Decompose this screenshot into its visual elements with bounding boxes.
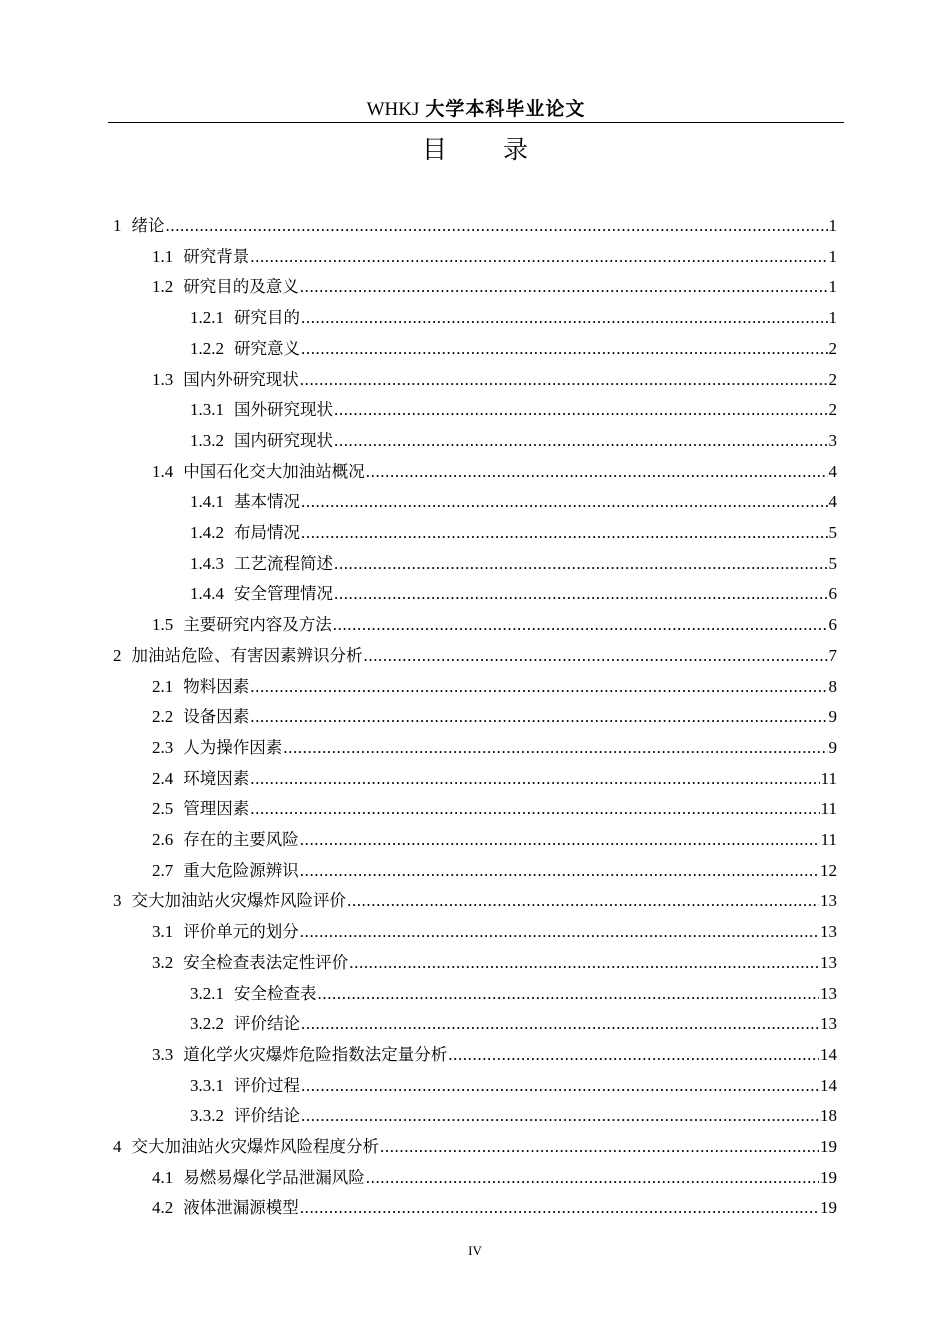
toc-leader-dots — [250, 794, 819, 824]
toc-leader-dots — [250, 242, 827, 272]
toc-entry-page: 8 — [828, 676, 837, 696]
toc-entry-text: 评价过程 — [234, 1075, 300, 1095]
toc-entry-text: 布局情况 — [234, 523, 300, 542]
toc-leader-dots — [301, 487, 828, 517]
toc-entry-page: 2 — [828, 338, 837, 358]
toc-entry[interactable] — [190, 1101, 837, 1131]
toc-entry-text: 存在的主要风险 — [183, 830, 299, 849]
toc-entry-number: 1 — [113, 216, 122, 235]
toc-entry-text: 绪论 — [131, 216, 165, 235]
toc-entry-page: 4 — [828, 492, 837, 512]
toc-entry-page: 1 — [828, 216, 837, 235]
toc-entry-number: 2.2 — [152, 707, 174, 727]
toc-leader-dots — [300, 825, 820, 855]
toc-leader-dots — [334, 426, 828, 456]
toc-leader-dots — [301, 518, 828, 548]
toc-entry-number: 1.2.1 — [190, 308, 224, 328]
toc-leader-dots — [166, 211, 828, 241]
toc-entry[interactable] — [190, 518, 837, 548]
toc-entry-number: 2 — [113, 645, 122, 665]
toc-entry-text: 液体泄漏源模型 — [183, 1198, 299, 1218]
toc-leader-dots — [366, 457, 828, 487]
toc-entry[interactable] — [113, 211, 837, 241]
toc-entry-page: 1 — [828, 277, 837, 297]
toc-entry-text: 安全管理情况 — [234, 584, 333, 604]
toc-entry[interactable] — [152, 1193, 837, 1223]
toc-entry-page: 13 — [820, 1014, 837, 1034]
toc-entry[interactable] — [152, 457, 837, 487]
toc-entry-text: 主要研究内容及方法 — [183, 615, 332, 635]
toc-entry-number: 1.2.2 — [190, 338, 224, 358]
toc-entry-text: 国外研究现状 — [234, 400, 333, 420]
toc-entry[interactable] — [190, 1071, 837, 1101]
toc-leader-dots — [349, 948, 819, 978]
toc-leader-dots — [300, 1193, 819, 1223]
toc-leader-dots — [318, 979, 820, 1009]
toc-entry-text: 道化学火灾爆炸危险指数法定量分析 — [183, 1044, 448, 1064]
toc-entry[interactable] — [190, 549, 837, 579]
toc-entry-text: 易燃易爆化学品泄漏风险 — [183, 1167, 365, 1187]
toc-entry-number: 2.3 — [152, 737, 174, 757]
toc-entry-number: 3.3 — [152, 1044, 174, 1064]
toc-entry[interactable] — [152, 764, 837, 794]
toc-entry-text: 工艺流程简述 — [234, 553, 333, 573]
toc-entry-page: 9 — [828, 707, 837, 727]
toc-leader-dots — [334, 549, 828, 579]
toc-entry-page: 3 — [828, 430, 837, 450]
toc-entry-page: 13 — [820, 952, 837, 972]
toc-entry-page: 2 — [828, 400, 837, 420]
toc-entry-text: 交大加油站火灾爆炸风险程度分析 — [131, 1137, 379, 1156]
toc-leader-dots — [364, 641, 828, 671]
toc-title: 目 录 — [422, 135, 552, 164]
toc-leader-dots — [333, 610, 828, 640]
toc-entry-page: 11 — [820, 768, 837, 788]
toc-entry-page: 19 — [820, 1137, 837, 1156]
toc-entry-text: 人为操作因素 — [183, 737, 283, 757]
toc-entry-text: 研究目的及意义 — [183, 277, 299, 297]
toc-entry-page: 13 — [820, 891, 837, 911]
toc-leader-dots — [448, 1040, 819, 1070]
toc-entry-number: 3.3.2 — [190, 1106, 224, 1126]
toc-entry-page: 2 — [828, 369, 837, 389]
toc-leader-dots — [347, 886, 819, 916]
toc-entry-number: 1.3.2 — [190, 430, 224, 450]
toc-entry-number: 3.1 — [152, 922, 174, 942]
toc-entry-number: 1.4.4 — [190, 584, 224, 604]
toc-leader-dots — [300, 917, 819, 947]
toc-entry-page: 12 — [820, 860, 837, 880]
toc-entry-page: 19 — [820, 1167, 837, 1187]
toc-leader-dots — [300, 856, 819, 886]
toc-entry-page: 6 — [828, 584, 837, 604]
toc-entry-page: 11 — [820, 799, 837, 819]
toc-entry[interactable] — [152, 794, 837, 824]
toc-entry-page: 14 — [820, 1075, 837, 1095]
toc-leader-dots — [366, 1163, 819, 1193]
toc-entry-number: 1.2 — [152, 277, 174, 297]
toc-entry-text: 交大加油站火灾爆炸风险评价 — [131, 891, 346, 911]
toc-entry-text: 安全检查表 — [234, 983, 317, 1003]
toc-entry-text: 国内研究现状 — [234, 430, 333, 450]
toc-entry-text: 国内外研究现状 — [183, 369, 299, 389]
toc-entry-text: 评价结论 — [234, 1014, 300, 1034]
toc-entry-page: 9 — [828, 737, 837, 757]
toc-entry-number: 2.5 — [152, 799, 174, 819]
toc-entry[interactable] — [152, 272, 837, 302]
toc-entry-number: 1.3.1 — [190, 400, 224, 420]
toc-entry[interactable] — [152, 365, 837, 395]
page-header — [108, 96, 844, 123]
toc-leader-dots — [300, 365, 828, 395]
toc-entry[interactable] — [152, 610, 837, 640]
toc-entry-text: 评价结论 — [234, 1106, 300, 1126]
toc-entry[interactable] — [190, 334, 837, 364]
toc-entry-text: 加油站危险、有害因素辨识分析 — [131, 645, 363, 665]
toc-entry[interactable] — [152, 825, 837, 855]
toc-entry[interactable] — [152, 702, 837, 732]
toc-entry-page: 5 — [828, 553, 837, 573]
toc-entry-text: 安全检查表法定性评价 — [183, 952, 349, 972]
toc-entry[interactable] — [190, 487, 837, 517]
toc-entry-text: 管理因素 — [183, 799, 250, 819]
toc-leader-dots — [301, 1009, 819, 1039]
toc-entry-number: 1.4.1 — [190, 492, 224, 512]
header-latin: WHKJ — [366, 99, 420, 120]
toc-leader-dots — [334, 395, 828, 425]
toc-entry-number: 3.2.2 — [190, 1014, 224, 1034]
toc-entry[interactable] — [152, 917, 837, 947]
toc-entry-text: 环境因素 — [183, 768, 250, 788]
toc-entry-text: 中国石化交大加油站概况 — [183, 461, 365, 481]
toc-leader-dots — [250, 672, 827, 702]
toc-entry[interactable] — [152, 1040, 837, 1070]
toc-entry-page: 7 — [828, 645, 837, 665]
toc-leader-dots — [380, 1132, 819, 1162]
toc-entry-page: 13 — [820, 922, 837, 942]
toc-entry[interactable] — [152, 733, 837, 763]
toc-leader-dots — [334, 579, 828, 609]
toc-leader-dots — [250, 702, 827, 732]
toc-entry-text: 评价单元的划分 — [183, 922, 299, 942]
toc-entry-text: 研究意义 — [234, 338, 300, 358]
toc-entry-text: 基本情况 — [234, 492, 300, 512]
toc-entry-text: 研究目的 — [234, 308, 300, 328]
toc-leader-dots — [301, 303, 828, 333]
toc-entry[interactable] — [190, 979, 837, 1009]
toc-leader-dots — [300, 272, 828, 302]
toc-leader-dots — [301, 1101, 819, 1131]
toc-entry[interactable] — [152, 672, 837, 702]
toc-entry-page: 1 — [828, 308, 837, 328]
header-title: 大学本科毕业论文 — [425, 98, 586, 120]
toc-entry-text: 重大危险源辨识 — [183, 860, 299, 880]
toc-entry-page: 18 — [820, 1106, 837, 1126]
toc-entry-text: 研究背景 — [183, 246, 250, 266]
toc-entry[interactable] — [113, 1132, 837, 1162]
toc-entry-page: 14 — [820, 1044, 837, 1064]
toc-entry-number: 3.2.1 — [190, 983, 224, 1003]
toc-entry[interactable] — [152, 948, 837, 978]
toc-entry-page: 13 — [820, 983, 837, 1003]
toc-entry[interactable] — [113, 641, 837, 671]
toc-entry-number: 3 — [113, 891, 122, 911]
toc-entry-number: 2.4 — [152, 768, 174, 788]
toc-entry-number: 1.1 — [152, 246, 174, 266]
toc-entry[interactable] — [190, 395, 837, 425]
toc-entry-page: 5 — [828, 523, 837, 542]
toc-entry-number: 1.5 — [152, 615, 174, 635]
toc-entry-number: 1.3 — [152, 369, 174, 389]
toc-entry[interactable] — [190, 1009, 837, 1039]
toc-entry[interactable] — [190, 426, 837, 456]
toc-leader-dots — [250, 764, 819, 794]
toc-entry-number: 4.1 — [152, 1167, 174, 1187]
toc-entry-page: 1 — [828, 246, 837, 266]
toc-entry-page: 4 — [828, 461, 837, 481]
toc-entry[interactable] — [190, 579, 837, 609]
toc-entry-page: 11 — [820, 830, 837, 849]
toc-entry-number: 1.4.3 — [190, 553, 224, 573]
toc-entry-number: 4 — [113, 1137, 122, 1156]
toc-entry[interactable] — [152, 242, 837, 272]
toc-entry-number: 3.2 — [152, 952, 174, 972]
toc-entry-number: 2.7 — [152, 860, 174, 880]
toc-entry-number: 3.3.1 — [190, 1075, 224, 1095]
page-number: IV — [468, 1243, 482, 1258]
toc-entry-number: 4.2 — [152, 1198, 174, 1218]
toc-entry-text: 设备因素 — [183, 707, 250, 727]
toc-entry-number: 2.1 — [152, 676, 174, 696]
toc-leader-dots — [301, 334, 828, 364]
toc-leader-dots — [301, 1071, 819, 1101]
toc-entry-page: 19 — [820, 1198, 837, 1218]
toc-entry-text: 物料因素 — [183, 676, 250, 696]
toc-entry-page: 6 — [828, 615, 837, 635]
toc-entry-number: 1.4.2 — [190, 523, 224, 542]
toc-entry[interactable] — [113, 886, 837, 916]
toc-entry[interactable] — [152, 1163, 837, 1193]
toc-leader-dots — [283, 733, 827, 763]
toc-entry-number: 1.4 — [152, 461, 174, 481]
toc-entry[interactable] — [190, 303, 837, 333]
toc-entry[interactable] — [152, 856, 837, 886]
toc-entry-number: 2.6 — [152, 830, 174, 849]
